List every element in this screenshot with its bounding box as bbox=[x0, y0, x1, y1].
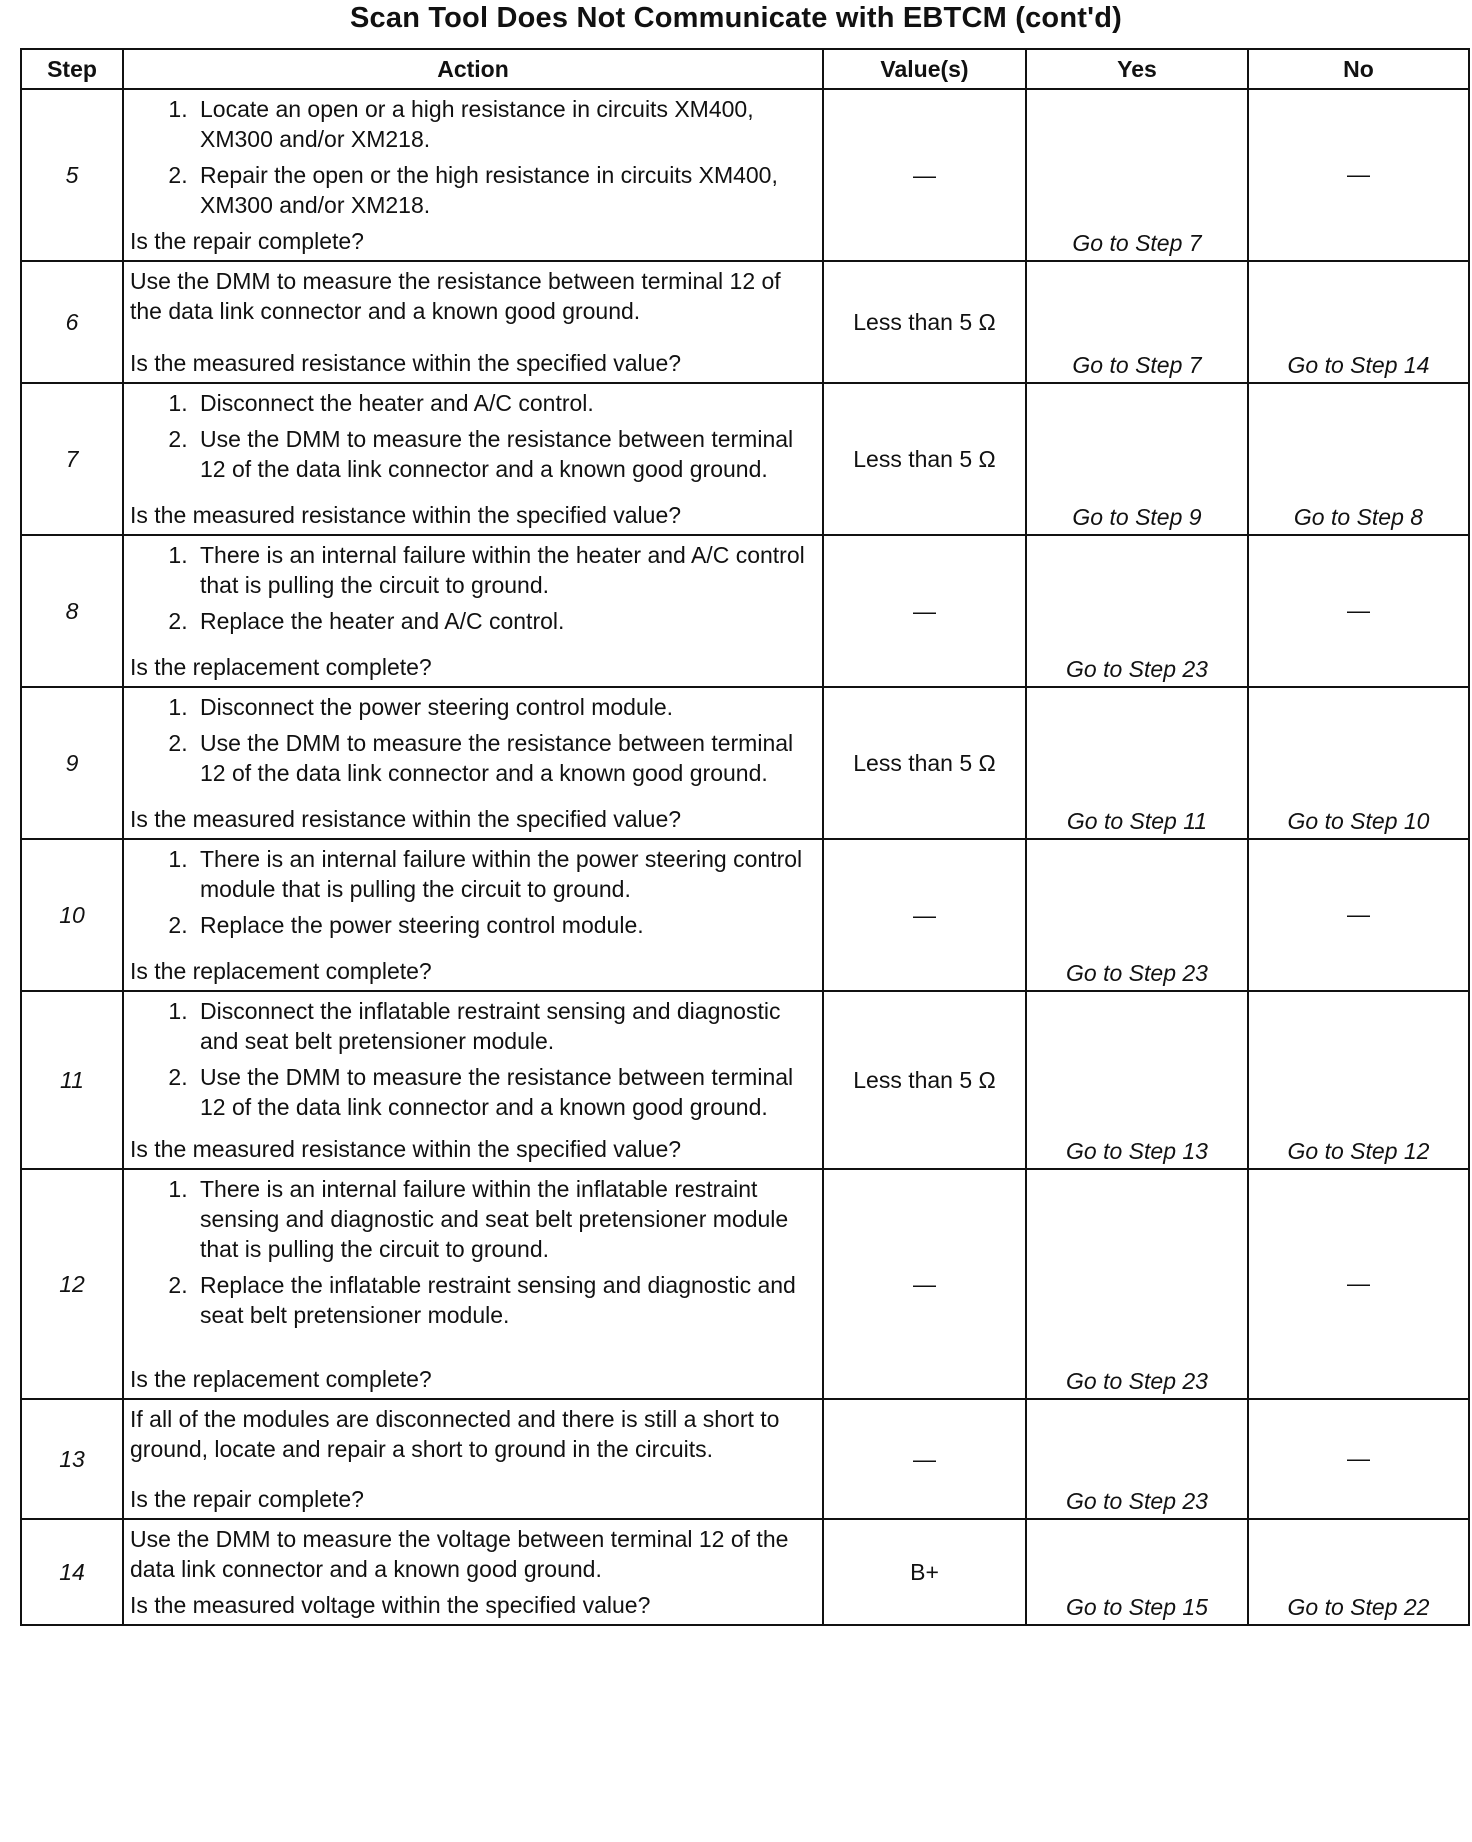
action-cell bbox=[123, 535, 823, 687]
action-steps-list bbox=[130, 388, 816, 484]
no-cell: Go to Step 22 bbox=[1248, 1519, 1469, 1625]
header-yes: Yes bbox=[1026, 49, 1248, 89]
yes-cell: Go to Step 23 bbox=[1026, 1399, 1248, 1519]
action-step-item: 2. Use the DMM to measure the resistance between terminal 12 of the data link connector and a known good ground. bbox=[194, 728, 816, 788]
step-number: 14 bbox=[21, 1519, 123, 1625]
step-number: 10 bbox=[21, 839, 123, 991]
table-row bbox=[21, 991, 1469, 1169]
yes-cell: Go to Step 7 bbox=[1026, 261, 1248, 383]
action-step-item: 1. There is an internal failure within the inflatable restraint sensing and diagnostic and seat belt pretensioner module that is pulling the circuit to ground. bbox=[194, 1174, 816, 1264]
step-number: 9 bbox=[21, 687, 123, 839]
value-cell: — bbox=[823, 535, 1026, 687]
table-body bbox=[21, 89, 1469, 1625]
no-cell: Go to Step 12 bbox=[1248, 991, 1469, 1169]
action-text: Use the DMM to measure the voltage between terminal 12 of the data link connector and a known good ground. bbox=[130, 1526, 789, 1582]
action-step-item: 2. Replace the inflatable restraint sensing and diagnostic and seat belt pretensioner module. bbox=[194, 1270, 816, 1330]
header-action: Action bbox=[123, 49, 823, 89]
action-step-item: 2. Use the DMM to measure the resistance between terminal 12 of the data link connector and a known good ground. bbox=[194, 1062, 816, 1122]
action-step-item: 1. Disconnect the power steering control module. bbox=[194, 692, 816, 722]
yes-cell: Go to Step 23 bbox=[1026, 535, 1248, 687]
table-header-row bbox=[21, 49, 1469, 89]
action-step-item: 2. Repair the open or the high resistance in circuits XM400, XM300 and/or XM218. bbox=[194, 160, 816, 220]
table-row bbox=[21, 687, 1469, 839]
no-cell: — bbox=[1248, 839, 1469, 991]
yes-cell: Go to Step 13 bbox=[1026, 991, 1248, 1169]
header-values: Value(s) bbox=[823, 49, 1026, 89]
yes-cell: Go to Step 23 bbox=[1026, 839, 1248, 991]
header-no: No bbox=[1248, 49, 1469, 89]
no-cell: — bbox=[1248, 1399, 1469, 1519]
action-cell bbox=[123, 1399, 823, 1519]
step-number: 11 bbox=[21, 991, 123, 1169]
action-cell bbox=[123, 261, 823, 383]
table-row bbox=[21, 535, 1469, 687]
action-step-item: 2. Replace the heater and A/C control. bbox=[194, 606, 816, 636]
table-row bbox=[21, 839, 1469, 991]
action-cell bbox=[123, 89, 823, 261]
diagnostic-table bbox=[20, 48, 1470, 1626]
yes-cell: Go to Step 15 bbox=[1026, 1519, 1248, 1625]
header-step: Step bbox=[21, 49, 123, 89]
action-steps-list bbox=[130, 692, 816, 788]
table-row bbox=[21, 383, 1469, 535]
value-cell: — bbox=[823, 1169, 1026, 1399]
table-row bbox=[21, 1399, 1469, 1519]
table-row bbox=[21, 1519, 1469, 1625]
action-cell bbox=[123, 839, 823, 991]
step-number: 13 bbox=[21, 1399, 123, 1519]
table-row bbox=[21, 261, 1469, 383]
action-step-item: 1. Disconnect the heater and A/C control. bbox=[194, 388, 816, 418]
action-steps-list bbox=[130, 94, 816, 220]
action-question: Is the measured voltage within the specified value? bbox=[130, 1592, 651, 1618]
value-cell: — bbox=[823, 839, 1026, 991]
action-cell bbox=[123, 1169, 823, 1399]
no-cell: Go to Step 8 bbox=[1248, 383, 1469, 535]
action-cell bbox=[123, 383, 823, 535]
action-cell bbox=[123, 1519, 823, 1625]
action-cell bbox=[123, 687, 823, 839]
value-cell: Less than 5 Ω bbox=[823, 687, 1026, 839]
yes-cell: Go to Step 9 bbox=[1026, 383, 1248, 535]
step-number: 12 bbox=[21, 1169, 123, 1399]
action-steps-list bbox=[130, 844, 816, 940]
no-cell: — bbox=[1248, 1169, 1469, 1399]
action-steps-list bbox=[130, 996, 816, 1122]
action-question: Is the replacement complete? bbox=[130, 654, 432, 680]
value-cell: Less than 5 Ω bbox=[823, 991, 1026, 1169]
action-question: Is the replacement complete? bbox=[130, 958, 432, 984]
value-cell: — bbox=[823, 1399, 1026, 1519]
action-question: Is the replacement complete? bbox=[130, 1366, 432, 1392]
action-question: Is the repair complete? bbox=[130, 228, 364, 254]
no-cell: Go to Step 14 bbox=[1248, 261, 1469, 383]
action-step-item: 2. Replace the power steering control module. bbox=[194, 910, 816, 940]
no-cell: — bbox=[1248, 89, 1469, 261]
action-step-item: 1. Locate an open or a high resistance in circuits XM400, XM300 and/or XM218. bbox=[194, 94, 816, 154]
value-cell: — bbox=[823, 89, 1026, 261]
yes-cell: Go to Step 7 bbox=[1026, 89, 1248, 261]
action-step-item: 2. Use the DMM to measure the resistance between terminal 12 of the data link connector and a known good ground. bbox=[194, 424, 816, 484]
no-cell: Go to Step 10 bbox=[1248, 687, 1469, 839]
action-step-item: 1. Disconnect the inflatable restraint sensing and diagnostic and seat belt pretensioner module. bbox=[194, 996, 816, 1056]
action-text: Use the DMM to measure the resistance between terminal 12 of the data link connector and a known good ground. bbox=[130, 268, 781, 324]
action-cell bbox=[123, 991, 823, 1169]
action-step-item: 1. There is an internal failure within the heater and A/C control that is pulling the circuit to ground. bbox=[194, 540, 816, 600]
action-question: Is the measured resistance within the specified value? bbox=[130, 806, 682, 832]
step-number: 7 bbox=[21, 383, 123, 535]
yes-cell: Go to Step 23 bbox=[1026, 1169, 1248, 1399]
page-title: Scan Tool Does Not Communicate with EBTCM (cont'd) bbox=[350, 2, 1122, 34]
step-number: 5 bbox=[21, 89, 123, 261]
action-step-item: 1. There is an internal failure within the power steering control module that is pulling the circuit to ground. bbox=[194, 844, 816, 904]
action-question: Is the measured resistance within the specified value? bbox=[130, 350, 682, 376]
no-cell: — bbox=[1248, 535, 1469, 687]
value-cell: B+ bbox=[823, 1519, 1026, 1625]
yes-cell: Go to Step 11 bbox=[1026, 687, 1248, 839]
step-number: 8 bbox=[21, 535, 123, 687]
action-question: Is the repair complete? bbox=[130, 1486, 364, 1512]
action-steps-list bbox=[130, 540, 816, 636]
value-cell: Less than 5 Ω bbox=[823, 261, 1026, 383]
action-steps-list bbox=[130, 1174, 816, 1330]
action-question: Is the measured resistance within the specified value? bbox=[130, 502, 682, 528]
table-row bbox=[21, 89, 1469, 261]
table-row bbox=[21, 1169, 1469, 1399]
value-cell: Less than 5 Ω bbox=[823, 383, 1026, 535]
action-text: If all of the modules are disconnected and there is still a short to ground, locate and repair a short to ground in the circuits. bbox=[130, 1406, 780, 1462]
action-question: Is the measured resistance within the specified value? bbox=[130, 1136, 682, 1162]
step-number: 6 bbox=[21, 261, 123, 383]
